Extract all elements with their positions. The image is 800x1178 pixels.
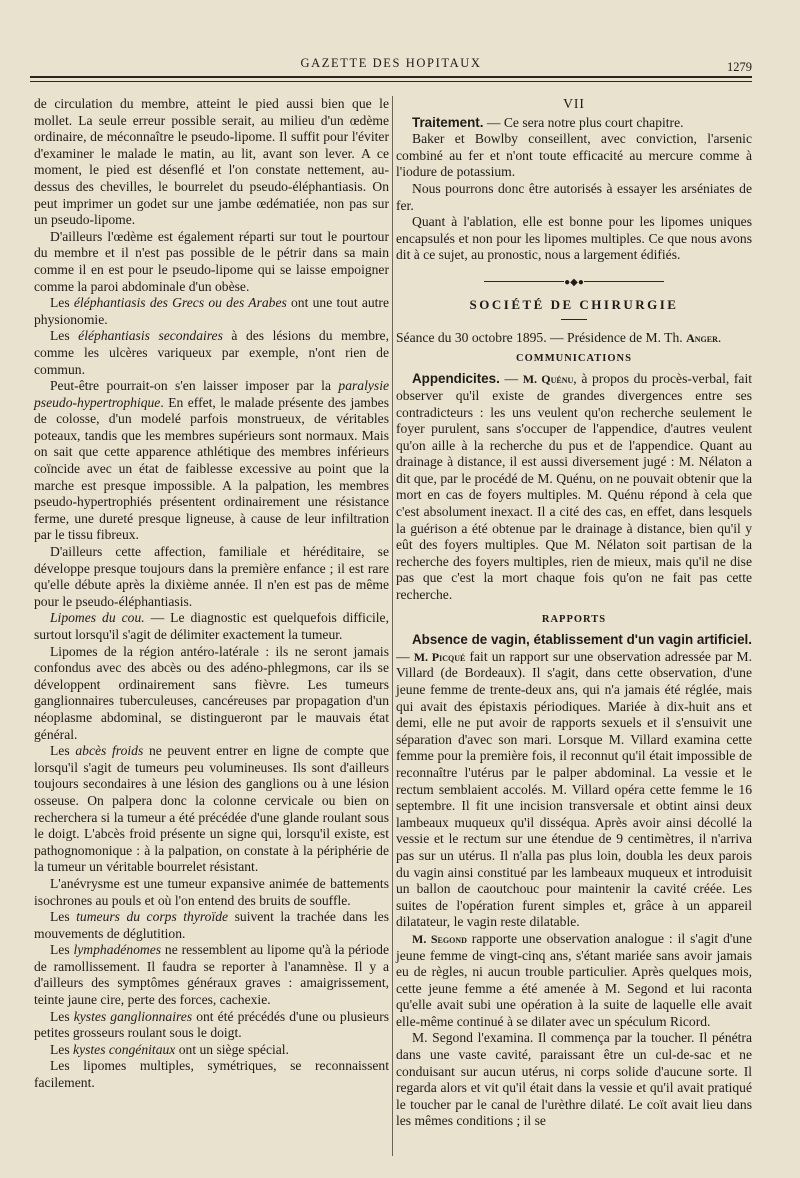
speaker-name: M. Quénu <box>522 372 574 387</box>
session-line: Séance du 30 octobre 1895. — Présidence de M. Th. Anger. <box>396 330 722 346</box>
journal-title: GAZETTE DES HOPITAUX <box>300 56 482 70</box>
header-rule-thick <box>30 76 752 78</box>
emphasis-term: lymphadénomes <box>73 942 162 958</box>
paragraph: Appendicites. — M. Quénu, à propos du procès-verbal, fait observer qu'il existe de grandes divergences entre ses contradicteurs : les uns veulent qu'on recherche seulement le foyer purulent, sans s'occuper de l'appendice, d'autres veulent qu'on aille à la recherche du pus et de l'appendice. Quant au drainage à distance, il est aussi diversement jugé : M. Nélaton a dit que, par le procédé de M. Quénu, on ne pouvait obtenir que la mort en cas de foyers multiples. M. Quénu répond à cela que c'est absolument inexact. Il a cité des cas, en effet, dans lesquels la guérison a été obtenue par le drainage à distance, bien qu'il y eût des foyers multiples. Que M. Nélaton soit partisan de la recherche des foyers multiples, rien de mieux, mais qu'il ne dise pas que c'est la mort chaque fois qu'on ne fait pas cette recherche. <box>396 371 753 603</box>
emphasis-term: éléphantiasis des Grecs ou des Arabes <box>73 295 287 311</box>
paragraph: Absence de vagin, établissement d'un vagin artificiel. — M. Picqué fait un rapport sur une observation adressée par M. Villard (de Bordeaux). Il s'agit, dans cette observation, d'une jeune femme de trente-deux ans, qui n'a jamais été réglée, mais qui avait des épistaxis périodiques. Mariée à dix-huit ans et demi, elle ne put avoir de rapports sexuels et il s'ensuivit une séparation d'avec son mari. Lorsque M. Villard examina cette femme pour la première fois, il reconnut qu'il était impossible de reconnaître l'utérus par le palper abdominal. La vessie et le rectum semblaient accolés. M. Villard opéra cette femme le 16 septembre. Il fit une incision transversale et obtint ainsi deux lambeaux muqueux qu'il disséqua. Après avoir ainsi décollé la vessie et le rectum sur une étendue de 9 centimètres, il n'arriva pas sur un utérus. Il n'alla pas plus loin, doubla les deux parois du vagin ainsi constitué par les lambeaux muqueux et introduisit un ballon de caoutchouc pour maintenir la cavité créée. Les suites de l'opération furent simples et, grâce à un appareil dilatateur, le vagin reste dilatable. <box>396 632 753 930</box>
paragraph: M. Segond rapporte une observation analogue : il s'agit d'une jeune femme de vingt-cinq ans, s'étant mariée sans avoir jamais eu de règles, ni aucun trouble particulier. Après quelques mois, cette jeune femme a été amenée à M. Segond et lui raconta qu'elle avait subi une opération à la suite de laquelle elle avait elle-même continué à se dilater avec un spéculum Ricord. <box>396 930 753 1029</box>
page-number: 1279 <box>727 60 752 74</box>
paragraph: M. Segond l'examina. Il commença par la toucher. Il pénétra dans une vaste cavité, paraissant être un cul-de-sac et ne conduisant sur aucun utérus, ni corps solide d'aucune sorte. Il regarda alors et vit qu'il était dans la vessie et qu'il avait pratiqué le toucher par le canal de l'urèthre dilaté. Le coït avait lieu dans les mêmes conditions ; il se <box>396 1030 752 1129</box>
emphasis-term: tumeurs du corps thyroïde <box>76 909 229 925</box>
paragraph: Lipomes du cou. — Le diagnostic est quelquefois difficile, surtout lorsqu'il s'agit de délimiter exactement la tumeur. <box>34 610 389 642</box>
paragraph: Les éléphantiasis secondaires à des lésions du membre, comme les ulcères variqueux par exemple, n'ont rien de commun. <box>34 328 389 377</box>
emphasis-term: kystes congénitaux <box>73 1041 176 1057</box>
paragraph: L'anévrysme est une tumeur expansive animée de battements isochrones au pouls et où l'on entend des bruits de souffle. <box>34 875 389 908</box>
paragraph: Les tumeurs du corps thyroïde suivent la trachée dans les mouvements de déglutition. <box>34 909 389 941</box>
paragraph: Peut-être pourrait-on s'en laisser imposer par la paralysie pseudo-hypertrophique. En effet, le malade présente des jambes de colosse, d'un modelé parfois monstrueux, de véritables poteaux, tandis que les membres supérieurs sont normaux. Mais on sait que cette apparence athlétique des membres inférieurs coïncide avec un état de faiblesse excessive au point que la marche est presque impossible. A la palpation, les membres pseudo-hypertrophiés présentent ordinairement une résistance ferme, une dureté presque ligneuse, à cause de leur infiltration par le tissu fibreux. <box>34 378 389 543</box>
paragraph: Les kystes congénitaux ont un siège spécial. <box>50 1041 289 1057</box>
rapports-heading: RAPPORTS <box>541 613 607 625</box>
ornamental-rule: ●◆● <box>396 274 752 291</box>
emphasis-term: éléphantiasis secondaires <box>78 328 223 344</box>
paragraph: Les kystes ganglionnaires ont été précédés d'une ou plusieurs petites grosseurs roulant sous le doigt. <box>34 1008 390 1041</box>
paragraph: Quant à l'ablation, elle est bonne pour les lipomes uniques encapsulés et non pour les lipomes multiples. Ce que nous avons dit à ce sujet, au pronostic, nous a largement édifiés. <box>396 214 752 263</box>
paragraph: Les lymphadénomes ne ressemblent au lipome qu'à la période de ramollissement. Il faudra se reporter à l'anamnèse. Il y a d'ailleurs des symptômes généraux graves : amaigrissement, teinte jaune cire, perte des forces, cachexie. <box>34 942 389 1008</box>
paragraph: Lipomes de la région antéro-latérale : ils ne seront jamais confondus avec des abcès ou des adéno-phlegmons, car ils se développent ordinairement sans fièvre. Les tumeurs ganglionnaires tuberculeuses, cancéreuses par propagation d'un néoplasme abdominal, se distingueront par le mauvais état général. <box>34 643 389 742</box>
paragraph: D'ailleurs l'œdème est également réparti sur tout le pourtour du membre et il n'est pas possible de le pétrir dans sa main comme il en est pour le pseudo-lipome qui se laisse empoigner comme la paroi abdominale d'un obèse. <box>34 228 389 294</box>
society-title: SOCIÉTÉ DE CHIRURGIE <box>469 296 679 312</box>
paragraph: Nous pourrons donc être autorisés à essayer les arséniates de fer. <box>396 180 752 213</box>
subsection-title: Lipomes du cou. <box>50 610 145 626</box>
right-column <box>396 96 752 1130</box>
column-divider <box>392 96 393 1156</box>
emphasis-term: abcès froids <box>75 743 144 759</box>
paragraph: Baker et Bowlby conseillent, avec conviction, l'arsenic combiné au fer et n'ont toute efficacité au mercure comme à l'iodure de potassium. <box>396 131 752 180</box>
speaker-name: M. Picqué <box>413 649 466 664</box>
paragraph: de circulation du membre, atteint le pied aussi bien que le mollet. La seule erreur possible serait, au milieu d'un œdème ordinaire, de méconnaître le pseudo-lipome. Il suffit pour l'éviter d'examiner le malade le matin, au lit, avant son lever. A ce moment, le pied est désenflé et l'on constate nettement, au-dessus des chevilles, le bourrelet du pseudo-éléphantiasis. On peut imprimer un godet sur une jambe œdématiée, non pas sur un pseudo-lipome. <box>34 96 389 228</box>
paragraph: Les lipomes multiples, symétriques, se reconnaissent facilement. <box>34 1058 389 1091</box>
subsection-title: Traitement. <box>412 114 484 130</box>
speaker-name: M. Segond <box>412 931 467 946</box>
emphasis-term: paralysie pseudo-hypertrophique <box>34 378 389 410</box>
subsection-title: Absence de vagin, établissement d'un vagin artificiel. <box>412 632 752 648</box>
communications-heading: COMMUNICATIONS <box>516 352 632 364</box>
paragraph: Les éléphantiasis des Grecs ou des Arabes ont une tout autre physionomie. <box>34 295 389 327</box>
subsection-title: Appendicites. <box>412 371 500 387</box>
paragraph: D'ailleurs cette affection, familiale et héréditaire, se développe presque toujours dans la première enfance ; il est rare qu'elle débute après la dixième année. Il n'en est pas de même pour le pseudo-éléphantiasis. <box>34 544 389 609</box>
header-rule-thin <box>30 81 752 82</box>
short-rule <box>561 319 587 320</box>
left-column <box>34 96 389 1092</box>
section-number: VII <box>563 96 585 111</box>
paragraph: Traitement. — Ce sera notre plus court chapitre. <box>412 114 684 130</box>
paragraph: Les abcès froids ne peuvent entrer en ligne de compte que lorsqu'il s'agit de tumeurs peu volumineuses. Ils sont d'ailleurs toujours secondaires à une lésion des ganglions ou à une lésion osseuse. On palpera donc la colonne cervicale ou bien on recherchera si la tumeur a été précédée d'une glande roulant sous le doigt. L'abcès froid présente un signe qui, lorsqu'il existe, est pathognomonique : à la palpation, on constate à la périphérie de la tumeur un véritable bourrelet résistant. <box>34 743 389 875</box>
emphasis-term: kystes ganglionnaires <box>73 1008 193 1024</box>
page-header <box>30 56 752 84</box>
